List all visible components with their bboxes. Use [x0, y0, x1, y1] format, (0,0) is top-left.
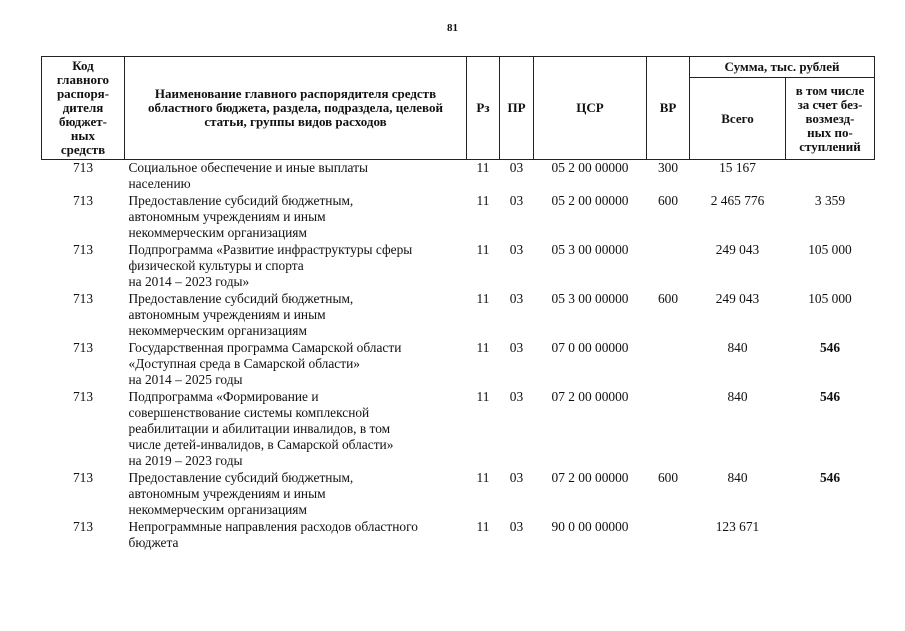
name-line: реабилитации и абилитации инвалидов, в том — [128, 421, 391, 436]
cell-csr: 05 2 00 00000 — [551, 193, 629, 208]
header-sum: Сумма, тыс. рублей — [690, 57, 875, 78]
table-row — [42, 242, 875, 291]
cell-code: 713 — [72, 242, 94, 257]
cell-code: 713 — [72, 389, 94, 404]
cell-total: 15 167 — [719, 160, 756, 175]
header-code-line: распоря- — [56, 86, 110, 101]
cell-csr: 05 3 00 00000 — [551, 291, 629, 306]
name-line: на 2014 – 2023 годы» — [128, 274, 250, 289]
cell-vr: 300 — [657, 160, 679, 175]
cell-pr: 03 — [509, 340, 524, 355]
name-line: Непрограммные направления расходов областного — [128, 519, 418, 534]
header-code-line: Код — [72, 58, 94, 73]
name-line: «Доступная среда в Самарской области» — [128, 356, 360, 371]
name-line: некоммерческим организациям — [128, 225, 307, 240]
cell-pr: 03 — [509, 470, 524, 485]
cell-vr — [647, 389, 690, 470]
cell-vr: 600 — [657, 193, 679, 208]
name-line: Подпрограмма «Формирование и — [128, 389, 319, 404]
header-code-line: бюджет- — [58, 114, 107, 129]
header-name: Наименование главного распорядителя средств областного бюджета, раздела, подраздела, целевой статьи, группы видов расходов — [125, 57, 467, 160]
cell-code: 713 — [72, 193, 94, 208]
name-line: числе детей-инвалидов, в Самарской области» — [128, 437, 394, 452]
header-grants-line: ступлений — [799, 138, 861, 154]
name-line: Социальное обеспечение и иные выплаты — [128, 160, 369, 175]
cell-pr: 03 — [509, 193, 524, 208]
name-line: на 2014 – 2025 годы — [128, 372, 243, 387]
name-line: бюджета — [128, 535, 179, 550]
cell-csr: 90 0 00 00000 — [551, 519, 629, 534]
name-line: физической культуры и спорта — [128, 258, 304, 273]
cell-vr — [647, 340, 690, 389]
name-line: автономным учреждениям и иным — [128, 307, 326, 322]
cell-grants: 546 — [819, 389, 841, 404]
cell-total: 2 465 776 — [710, 193, 765, 208]
header-grants-line: за счет без- — [797, 96, 863, 112]
cell-total: 123 671 — [715, 519, 760, 534]
cell-vr: 600 — [657, 470, 679, 485]
cell-code: 713 — [72, 291, 94, 306]
cell-rz: 11 — [476, 470, 490, 485]
cell-grants: 546 — [819, 470, 841, 485]
cell-rz: 11 — [476, 519, 490, 534]
cell-rz: 11 — [476, 340, 490, 355]
cell-rz: 11 — [476, 389, 490, 404]
header-total: Всего — [690, 78, 786, 160]
name-line: автономным учреждениям и иным — [128, 486, 326, 501]
page-number: 81 — [447, 22, 458, 34]
header-vr: ВР — [647, 57, 690, 160]
cell-total: 249 043 — [715, 242, 760, 257]
cell-vr — [647, 242, 690, 291]
cell-vr — [647, 519, 690, 552]
cell-code: 713 — [72, 519, 94, 534]
cell-name — [125, 242, 467, 291]
table-row — [42, 340, 875, 389]
name-line: на 2019 – 2023 годы — [128, 453, 243, 468]
cell-csr: 07 2 00 00000 — [551, 389, 629, 404]
cell-code: 713 — [72, 340, 94, 355]
cell-csr: 07 0 00 00000 — [551, 340, 629, 355]
header-code-line: ных — [70, 128, 96, 143]
cell-rz: 11 — [476, 291, 490, 306]
cell-total: 840 — [727, 340, 748, 355]
name-line: Подпрограмма «Развитие инфраструктуры сферы — [128, 242, 413, 257]
cell-name — [125, 291, 467, 340]
cell-vr: 600 — [657, 291, 679, 306]
header-grants — [786, 78, 875, 160]
header-rz: Рз — [467, 57, 500, 160]
cell-grants — [786, 519, 875, 552]
header-pr: ПР — [500, 57, 534, 160]
cell-pr: 03 — [509, 291, 524, 306]
cell-rz: 11 — [476, 160, 490, 175]
table-row — [42, 193, 875, 242]
cell-pr: 03 — [509, 389, 524, 404]
header-csr: ЦСР — [534, 57, 647, 160]
header-grants-line: возмезд- — [805, 110, 855, 126]
cell-rz: 11 — [476, 242, 490, 257]
table-row — [42, 519, 875, 552]
cell-name — [125, 340, 467, 389]
cell-name — [125, 470, 467, 519]
cell-name — [125, 519, 467, 552]
name-line: некоммерческим организациям — [128, 323, 307, 338]
cell-code: 713 — [72, 160, 94, 175]
cell-grants: 105 000 — [808, 291, 852, 306]
cell-csr: 07 2 00 00000 — [551, 470, 629, 485]
cell-total: 840 — [727, 470, 748, 485]
cell-code: 713 — [72, 470, 94, 485]
header-code-line: дителя — [62, 100, 104, 115]
name-line: населению — [128, 176, 191, 191]
cell-total: 249 043 — [715, 291, 760, 306]
table-row — [42, 160, 875, 194]
name-line: Предоставление субсидий бюджетным, — [128, 193, 354, 208]
name-line: некоммерческим организациям — [128, 502, 307, 517]
header-code-line: главного — [56, 72, 110, 87]
cell-pr: 03 — [509, 160, 524, 175]
table-row — [42, 389, 875, 470]
cell-name — [125, 193, 467, 242]
budget-table — [41, 56, 875, 552]
name-line: автономным учреждениям и иным — [128, 209, 326, 224]
cell-grants: 105 000 — [808, 242, 852, 257]
cell-pr: 03 — [509, 242, 524, 257]
header-code-line: средств — [60, 142, 106, 157]
cell-grants: 546 — [819, 340, 841, 355]
header-grants-line: в том числе — [795, 82, 865, 98]
table-row — [42, 470, 875, 519]
cell-csr: 05 2 00 00000 — [551, 160, 629, 175]
cell-csr: 05 3 00 00000 — [551, 242, 629, 257]
name-line: Предоставление субсидий бюджетным, — [128, 470, 354, 485]
cell-name — [125, 160, 467, 194]
cell-rz: 11 — [476, 193, 490, 208]
name-line: Предоставление субсидий бюджетным, — [128, 291, 354, 306]
cell-name — [125, 389, 467, 470]
cell-pr: 03 — [509, 519, 524, 534]
cell-total: 840 — [727, 389, 748, 404]
cell-grants: 3 359 — [814, 193, 846, 208]
name-line: Государственная программа Самарской области — [128, 340, 402, 355]
table-row — [42, 291, 875, 340]
name-line: совершенствование системы комплексной — [128, 405, 370, 420]
header-grants-line: ных по- — [807, 124, 853, 140]
cell-grants — [786, 160, 875, 194]
header-code — [42, 57, 125, 160]
